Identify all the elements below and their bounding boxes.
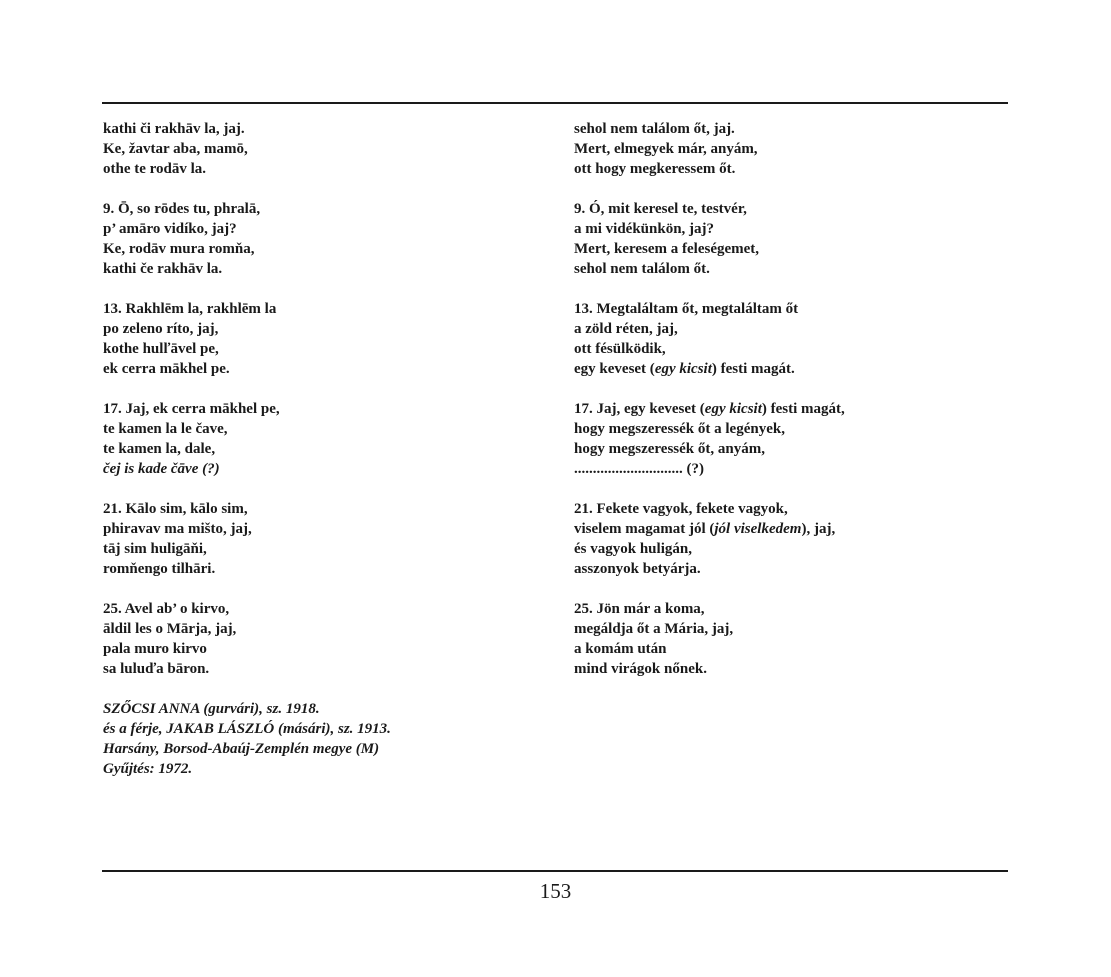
stanza-9 [103,199,533,279]
italic-segment: jól viselkedem [714,521,802,537]
verse-line: 13. Megtaláltam őt, megtaláltam őt [574,301,799,317]
stanza-25 [574,599,1004,679]
verse-line: Mert, elmegyek már, anyám, [574,141,758,157]
verse-line: ek cerra mākhel pe. [103,361,230,377]
verse-line: 17. Jaj, ek cerra mākhel pe, [103,401,280,417]
verse-line: 9. Ō, so rōdes tu, phralā, [103,201,261,217]
verse-line: sehol nem találom őt. [574,261,710,277]
verse-line: 9. Ó, mit keresel te, testvér, [574,201,747,217]
stanza-9 [574,199,1004,279]
verse-line: ott hogy megkeressem őt. [574,161,736,177]
verse-line: hogy megszeressék őt a legények, [574,421,785,437]
verse-line: sehol nem találom őt, jaj. [574,121,735,137]
text-segment: ), jaj, [801,521,836,537]
verse-line: othe te rodāv la. [103,161,207,177]
italic-segment: egy kicsit [654,361,712,377]
verse-line: Ke, žavtar aba, mamō, [103,141,248,157]
verse-line: asszonyok betyárja. [574,561,701,577]
verse-line-mixed [574,519,1004,539]
verse-line: te kamen la, dale, [103,441,216,457]
credit-line: SZŐCSI ANNA (gurvári), sz. 1918. [103,701,320,717]
verse-line: ............................. (?) [574,461,704,477]
verse-line: hogy megszeressék őt, anyám, [574,441,765,457]
stanza-17 [574,399,1004,479]
text-segment: 17. Jaj, egy keveset ( [574,401,705,417]
verse-line: p’ amāro vidíko, jaj? [103,221,237,237]
text-segment: ) festi magát, [761,401,845,417]
verse-line: 25. Avel ab’ o kirvo, [103,601,230,617]
verse-line: ott fésülködik, [574,341,666,357]
verse-line: Mert, keresem a feleségemet, [574,241,760,257]
verse-line: Ke, rodāv mura romňa, [103,241,255,257]
left-column-romani [103,119,533,779]
verse-line: 13. Rakhlēm la, rakhlēm la [103,301,277,317]
verse-line-italic: čej is kade čāve (?) [103,461,220,477]
verse-line: 21. Fekete vagyok, fekete vagyok, [574,501,788,517]
verse-line: tāj sim huligāňi, [103,541,207,557]
verse-line: mind virágok nőnek. [574,661,707,677]
verse-line: a zöld réten, jaj, [574,321,678,337]
credit-line: és a férje, JAKAB LÁSZLÓ (másári), sz. 1913. [103,721,391,737]
stanza-1 [574,119,1004,179]
stanza-13 [103,299,533,379]
bottom-rule [102,870,1008,872]
stanza-21 [574,499,1004,579]
verse-line: 25. Jön már a koma, [574,601,705,617]
italic-segment: egy kicsit [704,401,762,417]
verse-line: kothe hulľāvel pe, [103,341,219,357]
verse-line: kathi če rakhāv la. [103,261,223,277]
right-column-hungarian [574,119,1004,699]
verse-line: po zeleno ríto, jaj, [103,321,219,337]
verse-line: megáldja őt a Mária, jaj, [574,621,734,637]
text-segment: egy keveset ( [574,361,655,377]
verse-line: pala muro kirvo [103,641,207,657]
credit-line: Gyűjtés: 1972. [103,761,193,777]
verse-line: 21. Kālo sim, kālo sim, [103,501,248,517]
informant-credits [103,699,533,779]
page-number: 153 [539,879,572,903]
top-rule [102,102,1008,104]
stanza-13 [574,299,1004,379]
text-segment: viselem magamat jól ( [574,521,715,537]
verse-line: a mi vidékünkön, jaj? [574,221,715,237]
verse-line: te kamen la le čave, [103,421,228,437]
stanza-21 [103,499,533,579]
verse-line: sa luluďa bāron. [103,661,210,677]
stanza-17 [103,399,533,479]
credit-line: Harsány, Borsod-Abaúj-Zemplén megye (M) [103,741,380,757]
verse-line-mixed [574,399,1004,419]
verse-line: phiravav ma mišto, jaj, [103,521,252,537]
stanza-1 [103,119,533,179]
verse-line: és vagyok huligán, [574,541,692,557]
verse-line-mixed [574,359,1004,379]
verse-line: kathi či rakhāv la, jaj. [103,121,245,137]
verse-line: a komám után [574,641,667,657]
text-segment: ) festi magát. [711,361,795,377]
verse-line: romňengo tilhāri. [103,561,216,577]
verse-line: āldil les o Mārja, jaj, [103,621,237,637]
stanza-25 [103,599,533,679]
